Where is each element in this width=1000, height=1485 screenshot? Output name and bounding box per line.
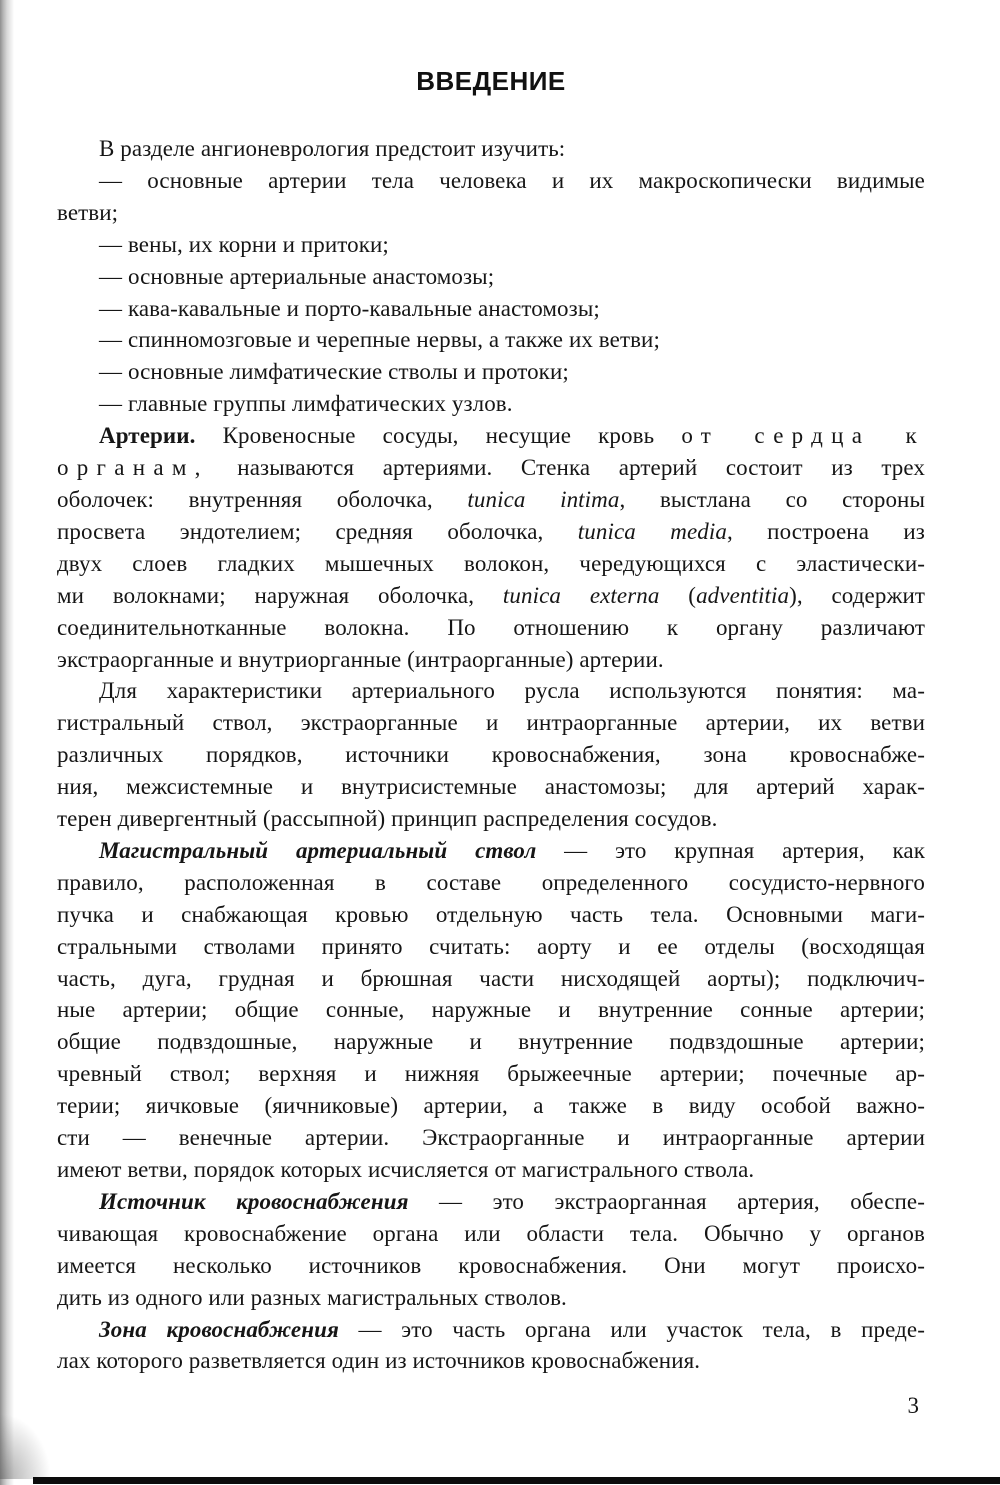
text-line <box>57 1345 925 1377</box>
text-run: — кава-кавальные и порто-кавальные анастомозы; <box>99 295 600 321</box>
text-run: гистральный ствол, экстраорганные и интраорганные артерии, их ветви <box>57 710 925 736</box>
text-run: стральными стволами принято считать: аорту и ее отделы (восходящая <box>57 933 925 959</box>
text-run: — вены, их корни и притоки; <box>99 231 389 257</box>
text-run: tunica externa <box>502 582 660 608</box>
text-run: общие подвздошные, наружные и внутренние подвздошные артерии; <box>57 1029 925 1055</box>
text-run: ветви; <box>57 199 119 225</box>
text-line <box>57 1058 925 1090</box>
text-run: ), содержит <box>789 582 926 608</box>
text-run: Артерии. <box>99 423 196 449</box>
text-line <box>57 707 925 739</box>
text-run: сти — венечные артерии. Экстраорганные и интраорганные артерии <box>57 1125 925 1151</box>
text-run: чревный ствол; верхняя и нижняя брыжеечные артерии; почечные ар- <box>57 1061 925 1087</box>
text-line <box>57 293 925 325</box>
text-run: называются артериями. Стенка артерий состоит из трех <box>208 455 925 481</box>
text-run: пучка и снабжающая кровью отдельную часть тела. Основными маги- <box>57 901 925 927</box>
text-line <box>57 580 925 612</box>
text-run: ния, межсистемные и внутрисистемные анастомозы; для артерий харак- <box>57 774 925 800</box>
text-run: органам, <box>57 455 209 481</box>
text-run: имеется несколько источников кровоснабжения. Они могут происхо- <box>57 1252 925 1278</box>
text-run: — основные артериальные анастомозы; <box>99 263 495 289</box>
text-run: терии; яичковые (яичниковые) артерии, а также в виду особой важно- <box>57 1093 925 1119</box>
text-line <box>57 133 925 165</box>
text-line <box>57 612 925 644</box>
text-line <box>57 420 925 452</box>
text-line <box>57 1282 925 1314</box>
text-run: — главные группы лимфатических узлов. <box>99 391 513 417</box>
text-run: — спинномозговые и черепные нервы, а также их ветви; <box>99 327 660 353</box>
text-run: ми волокнами; наружная оболочка, <box>57 582 503 608</box>
text-run: В разделе ангионеврология предстоит изучить: <box>99 136 566 161</box>
text-run: лах которого разветвляется один из источников кровоснабжения. <box>57 1348 701 1374</box>
text-line <box>57 356 925 388</box>
text-line <box>57 1250 925 1282</box>
text-run: Кровеносные сосуды, несущие кровь <box>195 423 682 449</box>
text-line <box>57 197 925 229</box>
text-run: , выстлана со стороны <box>619 486 926 512</box>
text-line <box>57 1090 925 1122</box>
text-line <box>57 229 925 261</box>
text-run: ные артерии; общие сонные, наружные и внутренние сонные артерии; <box>57 997 925 1023</box>
text-line <box>57 1122 925 1154</box>
text-run: терен дивергентный (рассыпной) принцип распределения сосудов. <box>57 806 718 832</box>
text-line <box>57 644 925 676</box>
text-run: двух слоев гладких мышечных волокон, чередующихся с эластически- <box>57 550 925 576</box>
text-line <box>57 1314 925 1346</box>
page-number: 3 <box>907 1393 919 1418</box>
text-line <box>57 899 925 931</box>
text-run: часть, дуга, грудная и брюшная части нисходящей аорты); подключич- <box>57 965 925 991</box>
text-line <box>57 165 925 197</box>
text-line <box>57 324 925 356</box>
scan-shadow-left <box>0 0 14 1485</box>
text-run: просвета эндотелием; средняя оболочка, <box>57 518 578 544</box>
text-line <box>57 803 925 835</box>
text-run: имеют ветви, порядок которых исчисляется от магистрального ствола. <box>57 1157 755 1182</box>
text-run: оболочек: внутренняя оболочка, <box>57 486 468 512</box>
scan-bar-bottom <box>33 1477 1000 1484</box>
text-line <box>57 994 925 1026</box>
text-run: tunica media <box>577 518 727 544</box>
text-line <box>57 867 925 899</box>
text-run: экстраорганные и внутриорганные (интраорганные) артерии. <box>57 646 664 672</box>
text-line <box>57 1186 925 1218</box>
text-run: Для характеристики артериального русла используются понятия: ма- <box>99 678 925 704</box>
text-line <box>57 675 925 707</box>
text-line <box>57 261 925 293</box>
text-line <box>57 1154 925 1186</box>
text-line <box>57 516 925 548</box>
text-line <box>57 388 925 420</box>
text-line <box>57 452 925 484</box>
text-line <box>57 1218 925 1250</box>
text-line <box>57 548 925 580</box>
text-run: — это экстраорганная артерия, обеспе- <box>408 1188 925 1214</box>
text-column <box>57 133 925 1377</box>
text-run: Зона кровоснабжения <box>99 1316 339 1342</box>
text-run: — основные лимфатические стволы и протоки; <box>99 359 569 385</box>
text-run: Источник кровоснабжения <box>99 1188 409 1214</box>
page-title: ВВЕДЕНИЕ <box>416 66 566 96</box>
text-line <box>57 771 925 803</box>
scan-smudge-bottom-left <box>0 1415 50 1479</box>
text-run: tunica intima <box>467 486 620 512</box>
text-run: — это крупная артерия, как <box>536 837 925 863</box>
text-run: — основные артерии тела человека и их макроскопически видимые <box>99 167 925 193</box>
text-run: adventitia <box>696 582 790 608</box>
text-line <box>57 835 925 867</box>
text-run: правило, расположенная в составе определенного сосудисто-нервного <box>57 869 925 895</box>
text-line <box>57 484 925 516</box>
text-run: Магистральный артериальный ствол <box>99 837 537 863</box>
text-run: различных порядков, источники кровоснабжения, зона кровоснабже- <box>57 742 925 768</box>
text-run: , построена из <box>726 518 925 544</box>
text-run: — это часть органа или участок тела, в преде- <box>338 1316 925 1342</box>
text-run: соединительнотканные волокна. По отношению к органу различают <box>57 614 925 640</box>
text-line <box>57 1026 925 1058</box>
text-run: чивающая кровоснабжение органа или области тела. Обычно у органов <box>57 1220 925 1246</box>
text-run: дить из одного или разных магистральных стволов. <box>57 1284 567 1310</box>
text-line <box>57 739 925 771</box>
text-run: от сердца к <box>681 423 925 449</box>
text-run: ( <box>659 582 697 608</box>
text-line <box>57 931 925 963</box>
text-line <box>57 963 925 995</box>
